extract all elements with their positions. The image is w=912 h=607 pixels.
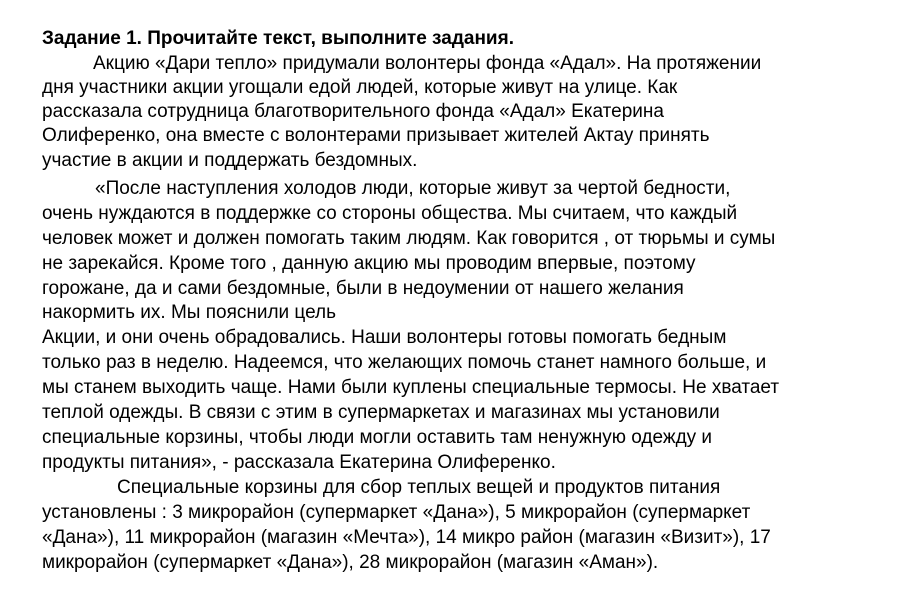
paragraph-3-line-1: Акции, и они очень обрадовались. Наши волонтеры готовы помогать бедным <box>42 327 727 348</box>
paragraph-2-line-4: не зарекайся. Кроме того , данную акцию мы проводим впервые, поэтому <box>42 253 696 274</box>
paragraph-1-line-2: дня участники акции угощали едой людей, которые живут на улице. Как <box>42 77 678 98</box>
paragraph-4-line-3: «Дана»), 11 микрорайон (магазин «Мечта»), 14 микро район (магазин «Визит»), 17 <box>42 527 771 548</box>
paragraph-4-line-4: микрорайон (супермаркет «Дана»), 28 микрорайон (магазин «Аман»). <box>42 552 659 573</box>
paragraph-3-line-5: специальные корзины, чтобы люди могли оставить там ненужную одежду и <box>42 427 713 448</box>
paragraph-4-line-2: установлены : 3 микрорайон (супермаркет «Дана»), 5 микрорайон (супермаркет <box>42 502 751 523</box>
paragraph-1-line-4: Олиференко, она вместе с волонтерами призывает жителей Актау принять <box>42 125 710 146</box>
paragraph-2-line-2: очень нуждаются в поддержке со стороны общества. Мы считаем, что каждый <box>42 203 738 224</box>
paragraph-2-line-5: горожане, да и сами бездомные, были в недоумении от нашего желания <box>42 278 684 299</box>
paragraph-1-line-5: участие в акции и поддержать бездомных. <box>42 150 418 171</box>
paragraph-3-line-3: мы станем выходить чаще. Нами были куплены специальные термосы. Не хватает <box>42 377 780 398</box>
paragraph-2-line-6: накормить их. Мы пояснили цель <box>42 302 337 323</box>
paragraph-1-line-1: Акцию «Дари тепло» придумали волонтеры фонда «Адал». На протяжении <box>93 53 762 74</box>
paragraph-3-line-4: теплой одежды. В связи с этим в супермаркетах и магазинах мы установили <box>42 402 720 423</box>
paragraph-3-line-2: только раз в неделю. Надеемся, что желающих помочь станет намного больше, и <box>42 352 767 373</box>
paragraph-2-line-3: человек может и должен помогать таким людям. Как говорится , от тюрьмы и сумы <box>42 228 776 249</box>
paragraph-2-line-1: «После наступления холодов люди, которые живут за чертой бедности, <box>95 178 731 199</box>
paragraph-1-line-3: рассказала сотрудница благотворительного фонда «Адал» Екатерина <box>42 101 664 122</box>
paragraph-3-line-6: продукты питания», - рассказала Екатерина Олиференко. <box>42 452 556 473</box>
task-title: Задание 1. Прочитайте текст, выполните задания. <box>42 28 514 49</box>
paragraph-4-line-1: Специальные корзины для сбор теплых вещей и продуктов питания <box>117 477 721 498</box>
